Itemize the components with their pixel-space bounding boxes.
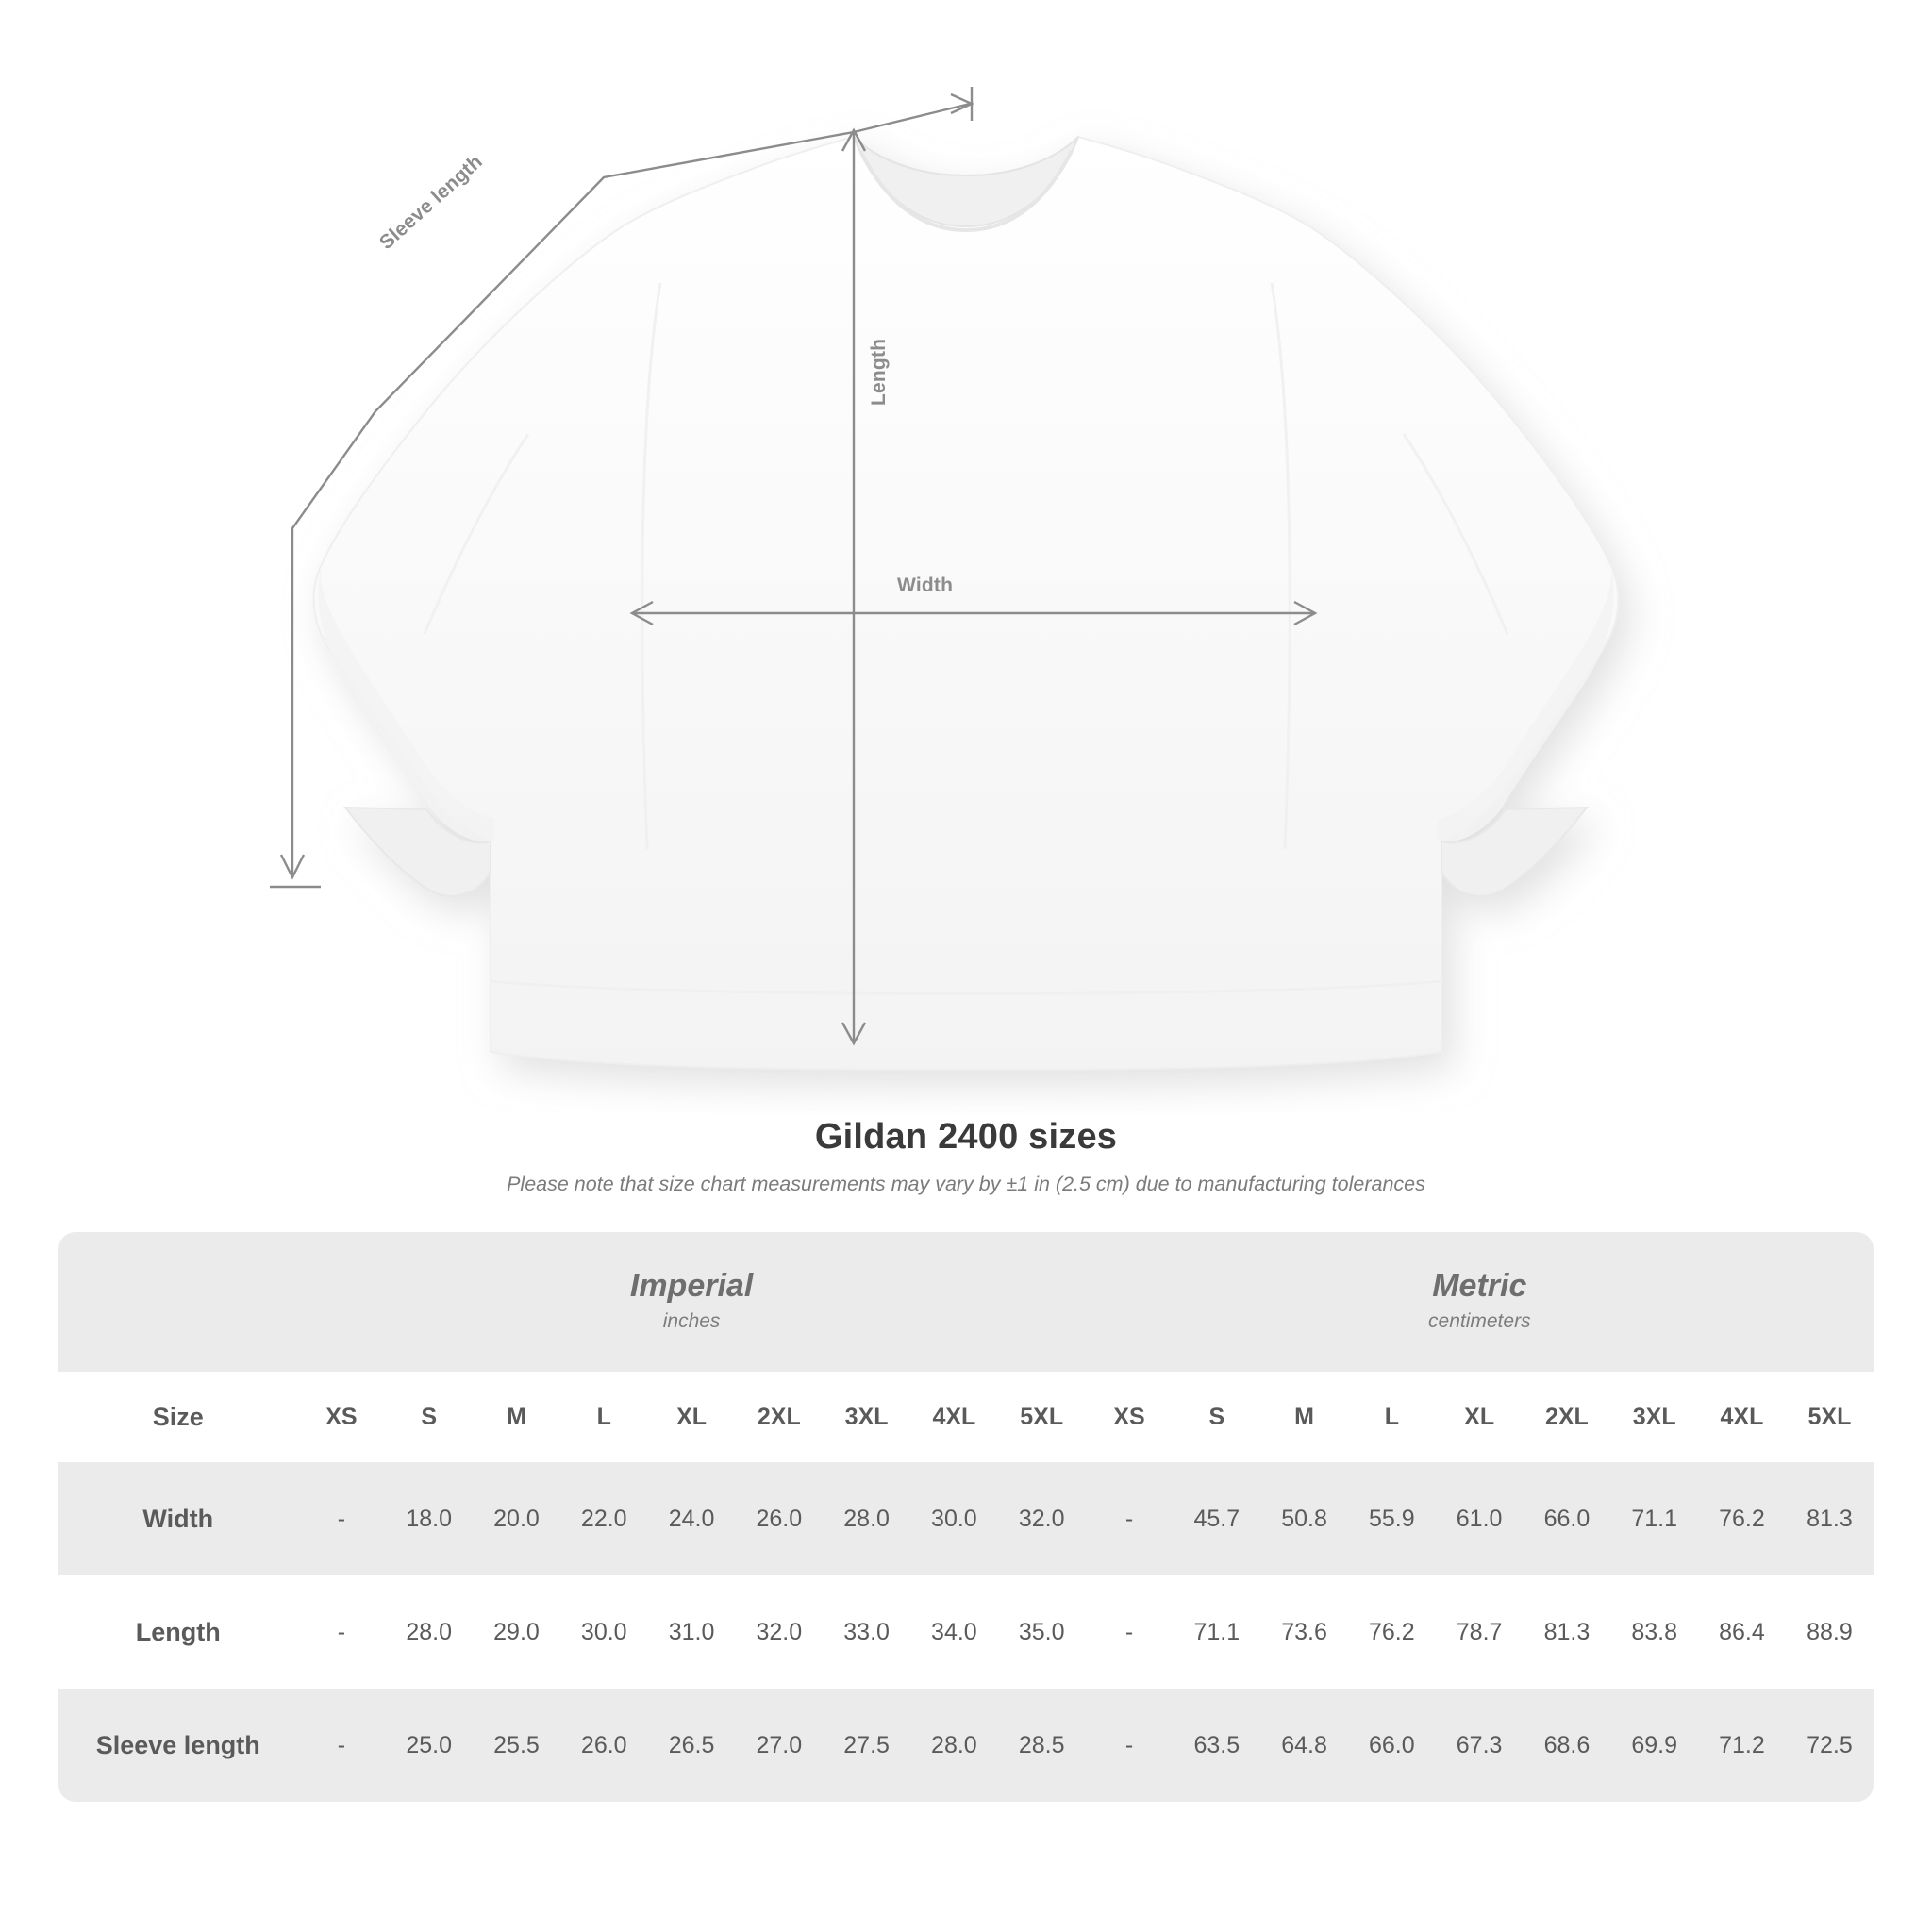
size-header-label: Size bbox=[58, 1372, 298, 1462]
size-header-imperial-s: S bbox=[385, 1372, 473, 1462]
cell-width-metric-m: 50.8 bbox=[1260, 1462, 1348, 1575]
cell-length-imperial-4xl: 34.0 bbox=[910, 1575, 998, 1689]
cell-width-imperial-xl: 24.0 bbox=[648, 1462, 736, 1575]
sleeve-length-label: Sleeve length bbox=[375, 150, 487, 255]
size-header-metric-2xl: 2XL bbox=[1524, 1372, 1611, 1462]
tolerance-note: Please note that size chart measurements may vary by ±1 in (2.5 cm) due to manufacturing tolerances bbox=[507, 1173, 1425, 1195]
cell-width-metric-xs: - bbox=[1086, 1462, 1174, 1575]
size-header-metric-xs: XS bbox=[1086, 1372, 1174, 1462]
cell-width-metric-s: 45.7 bbox=[1173, 1462, 1260, 1575]
cell-width-imperial-s: 18.0 bbox=[385, 1462, 473, 1575]
cell-width-metric-l: 55.9 bbox=[1348, 1462, 1436, 1575]
size-header-imperial-xl: XL bbox=[648, 1372, 736, 1462]
cell-width-metric-2xl: 66.0 bbox=[1524, 1462, 1611, 1575]
size-header-imperial-l: L bbox=[560, 1372, 648, 1462]
cell-width-metric-5xl: 81.3 bbox=[1786, 1462, 1874, 1575]
unit-imperial-sub: inches bbox=[662, 1310, 721, 1333]
cell-length-imperial-xs: - bbox=[298, 1575, 386, 1689]
cell-sleeve-imperial-m: 25.5 bbox=[473, 1689, 560, 1802]
cell-length-metric-m: 73.6 bbox=[1260, 1575, 1348, 1689]
unit-spacer bbox=[58, 1232, 298, 1372]
cell-sleeve-imperial-xs: - bbox=[298, 1689, 386, 1802]
unit-metric bbox=[1086, 1232, 1874, 1372]
cell-sleeve-metric-4xl: 71.2 bbox=[1698, 1689, 1786, 1802]
cell-sleeve-metric-s: 63.5 bbox=[1173, 1689, 1260, 1802]
row-label-width: Width bbox=[58, 1462, 298, 1575]
cell-width-imperial-2xl: 26.0 bbox=[735, 1462, 823, 1575]
cell-width-imperial-3xl: 28.0 bbox=[823, 1462, 910, 1575]
cell-length-imperial-3xl: 33.0 bbox=[823, 1575, 910, 1689]
table-row bbox=[58, 1689, 1874, 1802]
cell-sleeve-imperial-4xl: 28.0 bbox=[910, 1689, 998, 1802]
cell-length-imperial-2xl: 32.0 bbox=[735, 1575, 823, 1689]
table-row bbox=[58, 1462, 1874, 1575]
unit-metric-sub: centimeters bbox=[1428, 1310, 1531, 1333]
cell-sleeve-imperial-2xl: 27.0 bbox=[735, 1689, 823, 1802]
cell-width-metric-xl: 61.0 bbox=[1436, 1462, 1524, 1575]
width-label: Width bbox=[897, 575, 954, 596]
cell-width-imperial-4xl: 30.0 bbox=[910, 1462, 998, 1575]
cell-sleeve-metric-m: 64.8 bbox=[1260, 1689, 1348, 1802]
cell-length-metric-5xl: 88.9 bbox=[1786, 1575, 1874, 1689]
table-row bbox=[58, 1575, 1874, 1689]
cell-length-metric-s: 71.1 bbox=[1173, 1575, 1260, 1689]
size-header-imperial-2xl: 2XL bbox=[735, 1372, 823, 1462]
unit-imperial-name: Imperial bbox=[629, 1267, 754, 1304]
unit-metric-name: Metric bbox=[1432, 1267, 1527, 1304]
cell-width-metric-3xl: 71.1 bbox=[1610, 1462, 1698, 1575]
row-label-length: Length bbox=[58, 1575, 298, 1689]
cell-sleeve-imperial-l: 26.0 bbox=[560, 1689, 648, 1802]
cell-width-metric-4xl: 76.2 bbox=[1698, 1462, 1786, 1575]
size-header-row bbox=[58, 1372, 1874, 1462]
size-table bbox=[58, 1232, 1874, 1802]
size-header-metric-5xl: 5XL bbox=[1786, 1372, 1874, 1462]
cell-sleeve-metric-2xl: 68.6 bbox=[1524, 1689, 1611, 1802]
size-header-imperial-5xl: 5XL bbox=[998, 1372, 1086, 1462]
cell-width-imperial-5xl: 32.0 bbox=[998, 1462, 1086, 1575]
cell-length-metric-l: 76.2 bbox=[1348, 1575, 1436, 1689]
cell-length-imperial-5xl: 35.0 bbox=[998, 1575, 1086, 1689]
cell-length-metric-3xl: 83.8 bbox=[1610, 1575, 1698, 1689]
cell-sleeve-imperial-3xl: 27.5 bbox=[823, 1689, 910, 1802]
size-header-metric-3xl: 3XL bbox=[1610, 1372, 1698, 1462]
cell-length-imperial-s: 28.0 bbox=[385, 1575, 473, 1689]
cell-length-metric-xl: 78.7 bbox=[1436, 1575, 1524, 1689]
shirt-shape bbox=[314, 137, 1619, 1070]
size-header-imperial-xs: XS bbox=[298, 1372, 386, 1462]
cell-width-imperial-l: 22.0 bbox=[560, 1462, 648, 1575]
cell-length-metric-xs: - bbox=[1086, 1575, 1174, 1689]
cell-length-imperial-xl: 31.0 bbox=[648, 1575, 736, 1689]
cell-sleeve-metric-3xl: 69.9 bbox=[1610, 1689, 1698, 1802]
cell-length-metric-4xl: 86.4 bbox=[1698, 1575, 1786, 1689]
size-header-metric-s: S bbox=[1173, 1372, 1260, 1462]
cell-sleeve-metric-xl: 67.3 bbox=[1436, 1689, 1524, 1802]
size-header-metric-m: M bbox=[1260, 1372, 1348, 1462]
cell-sleeve-imperial-xl: 26.5 bbox=[648, 1689, 736, 1802]
length-label: Length bbox=[868, 338, 890, 406]
row-label-sleeve-length: Sleeve length bbox=[58, 1689, 298, 1802]
cell-width-imperial-xs: - bbox=[298, 1462, 386, 1575]
size-header-imperial-4xl: 4XL bbox=[910, 1372, 998, 1462]
unit-header-row bbox=[58, 1232, 1874, 1372]
cell-sleeve-imperial-s: 25.0 bbox=[385, 1689, 473, 1802]
title-block bbox=[0, 1117, 1932, 1196]
cell-sleeve-metric-xs: - bbox=[1086, 1689, 1174, 1802]
size-header-metric-l: L bbox=[1348, 1372, 1436, 1462]
cell-width-imperial-m: 20.0 bbox=[473, 1462, 560, 1575]
cell-sleeve-imperial-5xl: 28.5 bbox=[998, 1689, 1086, 1802]
cell-sleeve-metric-5xl: 72.5 bbox=[1786, 1689, 1874, 1802]
cell-length-imperial-m: 29.0 bbox=[473, 1575, 560, 1689]
size-header-metric-xl: XL bbox=[1436, 1372, 1524, 1462]
size-header-metric-4xl: 4XL bbox=[1698, 1372, 1786, 1462]
size-header-imperial-m: M bbox=[473, 1372, 560, 1462]
cell-length-metric-2xl: 81.3 bbox=[1524, 1575, 1611, 1689]
cell-length-imperial-l: 30.0 bbox=[560, 1575, 648, 1689]
unit-imperial bbox=[298, 1232, 1086, 1372]
size-header-imperial-3xl: 3XL bbox=[823, 1372, 910, 1462]
size-table-wrapper bbox=[58, 1232, 1874, 1802]
cell-sleeve-metric-l: 66.0 bbox=[1348, 1689, 1436, 1802]
page-title: Gildan 2400 sizes bbox=[814, 1117, 1118, 1157]
